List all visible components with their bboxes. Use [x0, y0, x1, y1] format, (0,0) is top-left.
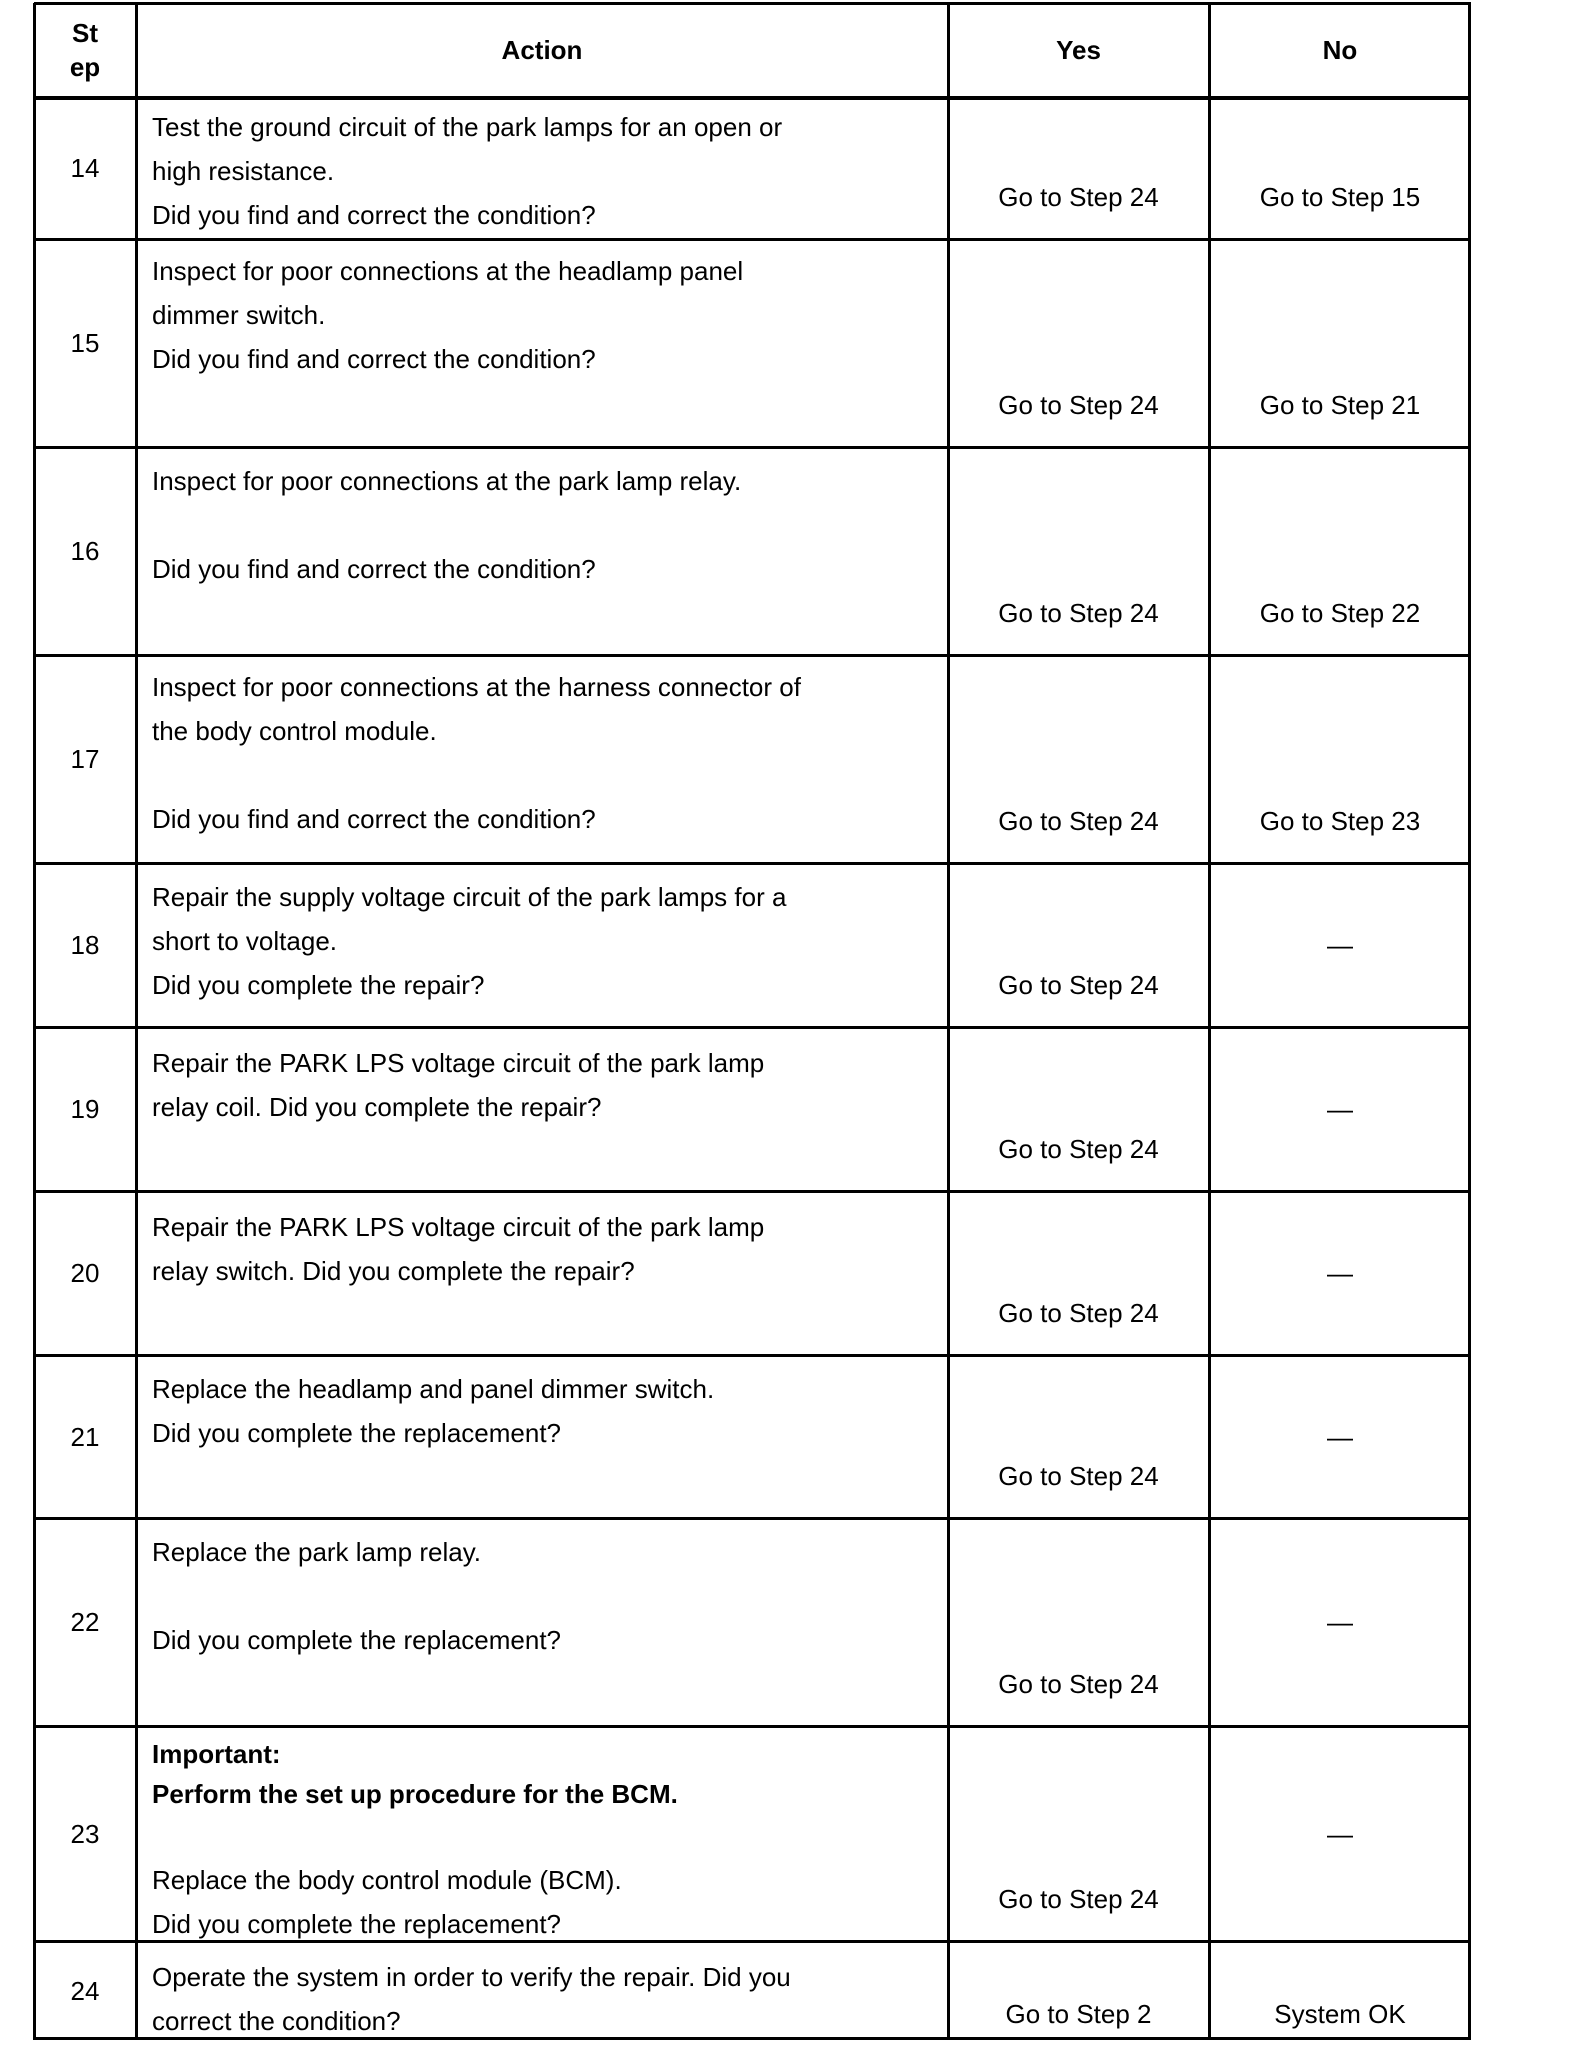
row-rule	[34, 1354, 1471, 1357]
action-text	[136, 655, 948, 863]
action-line: the body control module.	[152, 716, 437, 746]
step-number: 22	[70, 1607, 100, 1637]
action-line: Inspect for poor connections at the harness connector of	[152, 672, 801, 702]
action-text	[136, 1941, 948, 2040]
action-line: Repair the PARK LPS voltage circuit of the park lamp	[152, 1048, 765, 1078]
no-result: —	[1327, 1258, 1353, 1288]
no-result: —	[1327, 1818, 1353, 1849]
header-yes: Yes	[1056, 35, 1101, 65]
step-number: 15	[70, 328, 100, 358]
action-line: relay switch. Did you complete the repair?	[152, 1256, 635, 1286]
action-line: Did you complete the replacement?	[152, 1418, 562, 1448]
no-result: —	[1327, 1094, 1353, 1124]
yes-result: Go to Step 24	[998, 182, 1159, 212]
step-number: 20	[70, 1258, 100, 1288]
no-result: Go to Step 23	[1259, 806, 1421, 836]
row-rule	[34, 446, 1471, 449]
step-number: 23	[70, 1818, 100, 1849]
important-note-line: Perform the set up procedure for the BCM.	[152, 1779, 678, 1809]
action-line: Repair the supply voltage circuit of the park lamps for a	[152, 882, 787, 912]
column-rule	[135, 3, 138, 2040]
action-line: Did you find and correct the condition?	[152, 554, 596, 584]
action-text	[136, 447, 948, 655]
action-text	[136, 97, 948, 239]
yes-result: Go to Step 24	[998, 970, 1159, 1000]
yes-result: Go to Step 2	[1005, 1999, 1152, 2029]
yes-result: Go to Step 24	[998, 1298, 1159, 1328]
step-number: 24	[70, 1975, 100, 2006]
no-result: Go to Step 21	[1259, 390, 1421, 420]
action-line	[152, 1574, 948, 1618]
row-rule	[34, 654, 1471, 657]
action-text	[136, 863, 948, 1027]
action-text	[136, 1191, 948, 1355]
action-line	[152, 753, 948, 797]
yes-result: Go to Step 24	[998, 1461, 1159, 1491]
row-rule	[34, 238, 1471, 241]
step-number: 18	[70, 930, 100, 960]
action-line: Replace the headlamp and panel dimmer switch.	[152, 1374, 715, 1404]
action-line: Repair the PARK LPS voltage circuit of the park lamp	[152, 1212, 765, 1242]
row-rule	[34, 1517, 1471, 1520]
row-rule	[34, 1026, 1471, 1029]
column-rule	[33, 3, 36, 2040]
step-number: 17	[70, 744, 100, 774]
row-rule	[34, 1940, 1471, 1943]
action-line	[152, 1814, 948, 1858]
row-rule	[34, 2037, 1471, 2040]
action-text	[136, 1355, 948, 1518]
no-result: —	[1327, 930, 1353, 960]
row-rule	[34, 96, 1471, 100]
no-result: System OK	[1274, 1999, 1406, 2029]
action-text	[136, 1518, 948, 1726]
important-note-line: Important:	[152, 1739, 281, 1769]
action-line: Replace the body control module (BCM).	[152, 1865, 622, 1895]
action-line: correct the condition?	[152, 2006, 401, 2036]
step-number: 19	[70, 1094, 100, 1124]
action-line: Did you find and correct the condition?	[152, 804, 596, 834]
column-rule	[947, 3, 950, 2040]
action-line: dimmer switch.	[152, 300, 326, 330]
no-result: Go to Step 15	[1259, 182, 1421, 212]
action-line: short to voltage.	[152, 926, 337, 956]
no-result: —	[1327, 1607, 1353, 1637]
column-rule	[1468, 3, 1471, 2040]
no-result: —	[1327, 1421, 1353, 1452]
action-text	[136, 1726, 948, 1941]
row-rule	[34, 1190, 1471, 1193]
action-line: Did you complete the replacement?	[152, 1909, 562, 1939]
row-rule	[34, 2, 1471, 5]
action-line: Did you find and correct the condition?	[152, 344, 596, 374]
yes-result: Go to Step 24	[998, 390, 1159, 420]
header-step-part: ep	[69, 52, 101, 82]
action-line: Did you find and correct the condition?	[152, 200, 596, 230]
action-line: Did you complete the repair?	[152, 970, 485, 1000]
row-rule	[34, 1725, 1471, 1728]
action-text	[136, 1027, 948, 1191]
yes-result: Go to Step 24	[998, 1884, 1159, 1914]
header-step	[34, 3, 136, 97]
yes-result: Go to Step 24	[998, 598, 1159, 628]
row-rule	[34, 862, 1471, 865]
header-step-part: St	[72, 18, 98, 48]
step-number: 14	[70, 153, 100, 183]
action-line: Did you complete the replacement?	[152, 1625, 562, 1655]
no-result: Go to Step 22	[1259, 598, 1421, 628]
action-line: Replace the park lamp relay.	[152, 1537, 482, 1567]
header-no: No	[1322, 35, 1358, 65]
yes-result: Go to Step 24	[998, 1134, 1159, 1164]
action-line: Operate the system in order to verify the repair. Did you	[152, 1962, 791, 1992]
action-line: Inspect for poor connections at the headlamp panel	[152, 256, 744, 286]
yes-result: Go to Step 24	[998, 1669, 1159, 1699]
header-action: Action	[501, 35, 583, 65]
yes-result: Go to Step 24	[998, 806, 1159, 836]
action-line	[152, 503, 948, 547]
action-line: relay coil. Did you complete the repair?	[152, 1092, 602, 1122]
action-line: high resistance.	[152, 156, 335, 186]
step-number: 21	[70, 1421, 100, 1452]
action-line: Test the ground circuit of the park lamps for an open or	[152, 112, 783, 142]
action-text	[136, 239, 948, 447]
step-number: 16	[70, 536, 100, 566]
column-rule	[1208, 3, 1211, 2040]
diagnostic-table	[34, 3, 1471, 2040]
action-line: Inspect for poor connections at the park lamp relay.	[152, 466, 742, 496]
